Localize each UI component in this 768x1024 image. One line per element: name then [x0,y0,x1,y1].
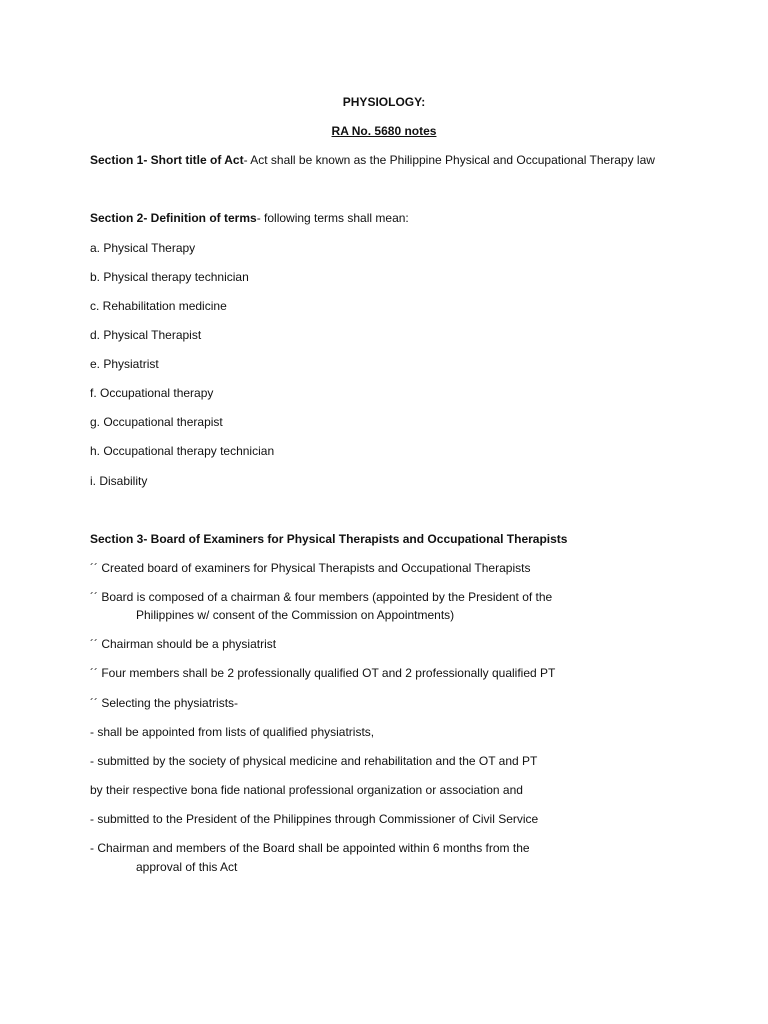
section-3-item: - shall be appointed from lists of qualified physiatrists, [90,725,375,739]
term-item: f. Occupational therapy [90,386,214,400]
term-item: b. Physical therapy technician [90,270,249,284]
section-2-text: - following terms shall mean: [256,211,409,225]
term-item: d. Physical Therapist [90,328,202,342]
term-item: i. Disability [90,474,148,488]
section-3-item: ´´ Chairman should be a physiatrist [90,637,277,651]
section-3-item: by their respective bona fide national professional organization or association and [90,783,523,797]
section-3-item: - submitted to the President of the Philippines through Commissioner of Civil Service [90,812,539,826]
document-title: PHYSIOLOGY: [342,95,426,109]
document-subtitle: RA No. 5680 notes [331,124,437,138]
term-item: c. Rehabilitation medicine [90,299,227,313]
section-3-item-continuation: Philippines w/ consent of the Commission on Appointments) [136,608,455,622]
section-2-heading: Section 2- Definition of terms [90,211,257,225]
section-2 [90,210,409,226]
term-item: a. Physical Therapy [90,241,196,255]
section-3-item: ´´ Four members shall be 2 professionally qualified OT and 2 professionally qualified PT [90,666,556,680]
term-item: g. Occupational therapist [90,415,223,429]
section-1-heading: Section 1- Short title of Act [90,153,244,167]
section-3-item: ´´ Board is composed of a chairman & four members (appointed by the President of the [90,590,553,604]
term-item: e. Physiatrist [90,357,159,371]
section-3-item: - Chairman and members of the Board shall be appointed within 6 months from the [90,841,530,855]
section-3-item: - submitted by the society of physical medicine and rehabilitation and the OT and PT [90,754,538,768]
section-3-item-continuation: approval of this Act [136,860,238,874]
term-item: h. Occupational therapy technician [90,444,275,458]
section-3-heading: Section 3- Board of Examiners for Physical Therapists and Occupational Therapists [90,532,568,546]
section-1 [90,152,655,168]
section-3-item: ´´ Selecting the physiatrists- [90,696,239,710]
section-1-text: - Act shall be known as the Philippine Physical and Occupational Therapy law [243,153,655,167]
section-3-item: ´´ Created board of examiners for Physical Therapists and Occupational Therapists [90,561,531,575]
